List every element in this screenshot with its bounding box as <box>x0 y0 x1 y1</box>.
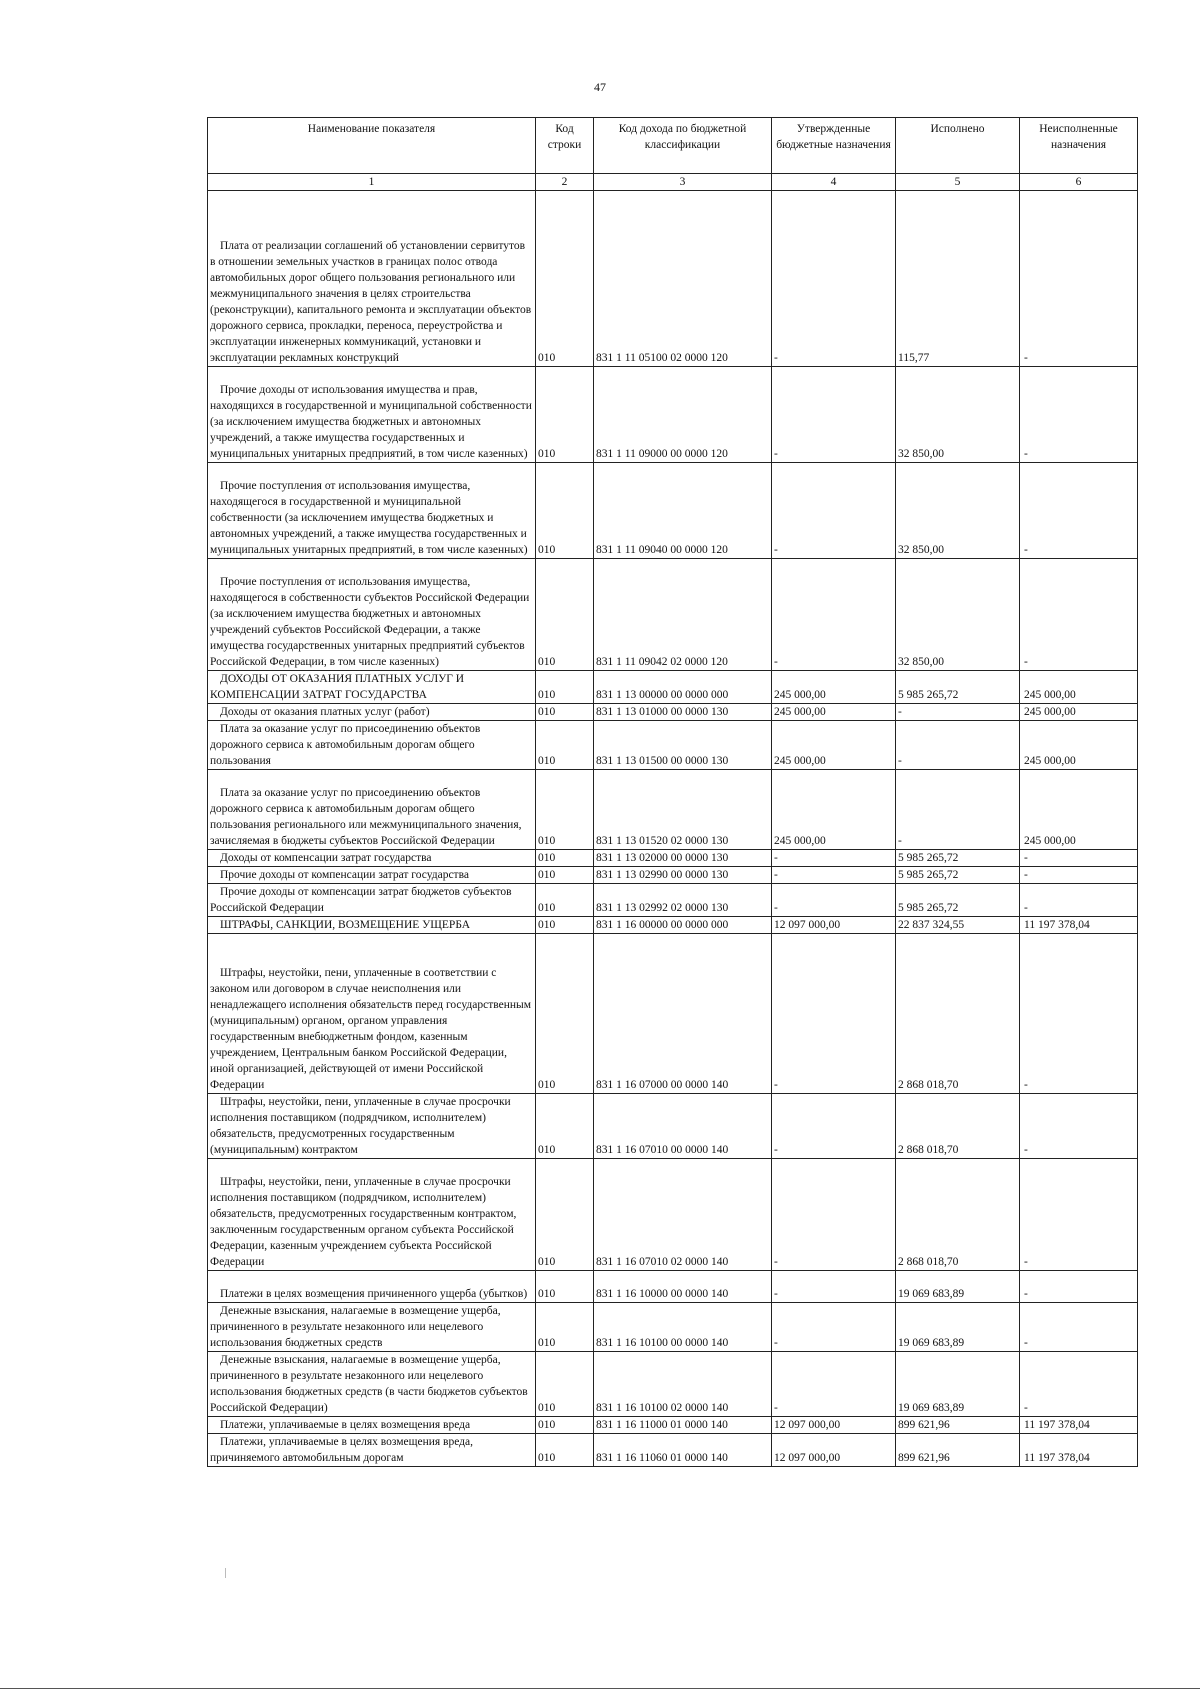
row-approved: 245 000,00 <box>772 770 896 850</box>
row-name: Плата за оказание услуг по присоединению объектов дорожного сервиса к автомобильным дорогам общего пользования регионального или межмуниципального значения, зачисляемая в бюджеты субъектов Российской Федерации <box>208 770 536 850</box>
column-number: 4 <box>772 174 896 191</box>
table-row <box>208 671 1138 704</box>
table-row <box>208 721 1138 770</box>
row-line-code: 010 <box>536 850 594 867</box>
row-unexecuted: - <box>1020 1352 1138 1417</box>
row-line-code: 010 <box>536 1159 594 1271</box>
row-executed: 19 069 683,89 <box>896 1352 1020 1417</box>
row-unexecuted: 245 000,00 <box>1020 721 1138 770</box>
row-unexecuted: 11 197 378,04 <box>1020 1417 1138 1434</box>
table-row <box>208 463 1138 559</box>
table-row <box>208 1434 1138 1467</box>
table-row <box>208 1159 1138 1271</box>
row-name: Денежные взыскания, налагаемые в возмещение ущерба, причиненного в результате незаконного или нецелевого использования бюджетных средств (в части бюджетов субъектов Российской Федерации) <box>208 1352 536 1417</box>
row-unexecuted: 245 000,00 <box>1020 671 1138 704</box>
table-row <box>208 917 1138 934</box>
row-approved: - <box>772 1271 896 1303</box>
table-row <box>208 850 1138 867</box>
row-budget-code: 831 1 16 10100 02 0000 140 <box>594 1352 772 1417</box>
header-budget-code: Код дохода по бюджетной классификации <box>594 118 772 174</box>
row-executed: 5 985 265,72 <box>896 884 1020 917</box>
row-budget-code: 831 1 11 09042 02 0000 120 <box>594 559 772 671</box>
row-executed: 5 985 265,72 <box>896 867 1020 884</box>
row-approved: - <box>772 934 896 1094</box>
row-line-code: 010 <box>536 917 594 934</box>
row-line-code: 010 <box>536 1352 594 1417</box>
row-name: Плата от реализации соглашений об установлении сервитутов в отношении земельных участков в границах полос отвода автомобильных дорог общего пользования регионального или межмуниципального значения в целях строительства (реконструкции), капитального ремонта и эксплуатации объектов дорожного сервиса, прокладки, переноса, переустройства и эксплуатации инженерных коммуникаций, установки и эксплуатации рекламных конструкций <box>208 191 536 367</box>
table-row <box>208 770 1138 850</box>
row-executed: 32 850,00 <box>896 367 1020 463</box>
row-budget-code: 831 1 13 01500 00 0000 130 <box>594 721 772 770</box>
row-approved: - <box>772 1094 896 1159</box>
row-line-code: 010 <box>536 367 594 463</box>
row-approved: - <box>772 867 896 884</box>
row-name: Денежные взыскания, налагаемые в возмещение ущерба, причиненного в результате незаконного или нецелевого использования бюджетных средств <box>208 1303 536 1352</box>
row-line-code: 010 <box>536 721 594 770</box>
row-unexecuted: 245 000,00 <box>1020 770 1138 850</box>
row-name: Платежи, уплачиваемые в целях возмещения вреда <box>208 1417 536 1434</box>
row-name: Штрафы, неустойки, пени, уплаченные в случае просрочки исполнения поставщиком (подрядчиком, исполнителем) обязательств, предусмотренных государственным (муниципальным) контрактом <box>208 1094 536 1159</box>
row-name: Прочие поступления от использования имущества, находящегося в государственной и муниципальной собственности (за исключением имущества бюджетных и автономных учреждений, а также имущества государственных и муниципальных унитарных предприятий, в том числе казенных) <box>208 463 536 559</box>
row-budget-code: 831 1 13 02992 02 0000 130 <box>594 884 772 917</box>
row-unexecuted: - <box>1020 463 1138 559</box>
row-approved: - <box>772 559 896 671</box>
row-budget-code: 831 1 11 05100 02 0000 120 <box>594 191 772 367</box>
table-row <box>208 559 1138 671</box>
row-line-code: 010 <box>536 867 594 884</box>
row-unexecuted: - <box>1020 1271 1138 1303</box>
row-executed: 5 985 265,72 <box>896 671 1020 704</box>
table-row <box>208 884 1138 917</box>
header-executed: Исполнено <box>896 118 1020 174</box>
row-approved: - <box>772 850 896 867</box>
row-executed: 32 850,00 <box>896 559 1020 671</box>
row-name: Доходы от оказания платных услуг (работ) <box>208 704 536 721</box>
row-unexecuted: - <box>1020 884 1138 917</box>
row-name: Прочие поступления от использования имущества, находящегося в собственности субъектов Российской Федерации (за исключением имущества бюджетных и автономных учреждений субъектов Российской Федерации, а также имущества государственных унитарных предприятий субъектов Российской Федерации, в том числе казенных) <box>208 559 536 671</box>
row-unexecuted: - <box>1020 559 1138 671</box>
row-line-code: 010 <box>536 1434 594 1467</box>
row-line-code: 010 <box>536 463 594 559</box>
column-number: 5 <box>896 174 1020 191</box>
table-row <box>208 191 1138 367</box>
row-executed: 22 837 324,55 <box>896 917 1020 934</box>
row-budget-code: 831 1 16 11060 01 0000 140 <box>594 1434 772 1467</box>
table-row <box>208 1352 1138 1417</box>
row-name: Платежи, уплачиваемые в целях возмещения вреда, причиняемого автомобильным дорогам <box>208 1434 536 1467</box>
page-number: 47 <box>594 80 606 94</box>
column-number: 3 <box>594 174 772 191</box>
table-row <box>208 1303 1138 1352</box>
column-number: 1 <box>208 174 536 191</box>
row-unexecuted: - <box>1020 867 1138 884</box>
row-budget-code: 831 1 13 01000 00 0000 130 <box>594 704 772 721</box>
row-line-code: 010 <box>536 1303 594 1352</box>
row-budget-code: 831 1 16 07010 00 0000 140 <box>594 1094 772 1159</box>
row-approved: - <box>772 1303 896 1352</box>
row-executed: - <box>896 704 1020 721</box>
row-unexecuted: - <box>1020 1094 1138 1159</box>
row-line-code: 010 <box>536 1271 594 1303</box>
row-executed: 115,77 <box>896 191 1020 367</box>
row-line-code: 010 <box>536 884 594 917</box>
row-executed: 2 868 018,70 <box>896 934 1020 1094</box>
row-line-code: 010 <box>536 704 594 721</box>
row-approved: - <box>772 463 896 559</box>
row-unexecuted: 245 000,00 <box>1020 704 1138 721</box>
row-unexecuted: - <box>1020 367 1138 463</box>
row-executed: 19 069 683,89 <box>896 1271 1020 1303</box>
row-unexecuted: - <box>1020 850 1138 867</box>
row-name: Прочие доходы от компенсации затрат государства <box>208 867 536 884</box>
row-approved: 245 000,00 <box>772 721 896 770</box>
row-unexecuted: - <box>1020 1303 1138 1352</box>
row-budget-code: 831 1 16 10000 00 0000 140 <box>594 1271 772 1303</box>
row-executed: 2 868 018,70 <box>896 1094 1020 1159</box>
table-row <box>208 1094 1138 1159</box>
column-number: 6 <box>1020 174 1138 191</box>
row-name: Плата за оказание услуг по присоединению объектов дорожного сервиса к автомобильным дорогам общего пользования <box>208 721 536 770</box>
table-row <box>208 934 1138 1094</box>
row-budget-code: 831 1 11 09000 00 0000 120 <box>594 367 772 463</box>
row-approved: - <box>772 1159 896 1271</box>
row-approved: - <box>772 191 896 367</box>
row-executed: 899 621,96 <box>896 1417 1020 1434</box>
table-body <box>208 191 1138 1467</box>
scan-mark <box>225 1568 226 1578</box>
row-unexecuted: - <box>1020 934 1138 1094</box>
row-line-code: 010 <box>536 1094 594 1159</box>
row-budget-code: 831 1 16 10100 00 0000 140 <box>594 1303 772 1352</box>
row-line-code: 010 <box>536 191 594 367</box>
column-number: 2 <box>536 174 594 191</box>
row-budget-code: 831 1 16 07000 00 0000 140 <box>594 934 772 1094</box>
row-name: Штрафы, неустойки, пени, уплаченные в случае просрочки исполнения поставщиком (подрядчиком, исполнителем) обязательств, предусмотренных государственным контрактом, заключенным государственным органом субъекта Российской Федерации, казенным учреждением субъекта Российской Федерации <box>208 1159 536 1271</box>
page-bottom-rule <box>0 1688 1200 1689</box>
row-budget-code: 831 1 13 00000 00 0000 000 <box>594 671 772 704</box>
table-row <box>208 1271 1138 1303</box>
row-name: Прочие доходы от использования имущества и прав, находящихся в государственной и муниципальной собственности (за исключением имущества бюджетных и автономных учреждений, а также имущества государственных и муниципальных унитарных предприятий, в том числе казенных) <box>208 367 536 463</box>
table-row <box>208 867 1138 884</box>
row-line-code: 010 <box>536 559 594 671</box>
row-executed: 899 621,96 <box>896 1434 1020 1467</box>
table-row <box>208 1417 1138 1434</box>
row-unexecuted: 11 197 378,04 <box>1020 1434 1138 1467</box>
row-approved: 245 000,00 <box>772 704 896 721</box>
row-approved: 12 097 000,00 <box>772 1434 896 1467</box>
row-name: Прочие доходы от компенсации затрат бюджетов субъектов Российской Федерации <box>208 884 536 917</box>
row-unexecuted: 11 197 378,04 <box>1020 917 1138 934</box>
row-name: Платежи в целях возмещения причиненного ущерба (убытков) <box>208 1271 536 1303</box>
row-executed: - <box>896 770 1020 850</box>
row-executed: 32 850,00 <box>896 463 1020 559</box>
row-unexecuted: - <box>1020 191 1138 367</box>
row-approved: - <box>772 884 896 917</box>
row-executed: - <box>896 721 1020 770</box>
row-line-code: 010 <box>536 1417 594 1434</box>
row-name: Штрафы, неустойки, пени, уплаченные в соответствии с законом или договором в случае неисполнения или ненадлежащего исполнения обязательств перед государственным (муниципальным) органом, органом управления государственным внебюджетным фондом, казенным учреждением, Центральным банком Российской Федерации, иной организацией, действующей от имени Российской Федерации <box>208 934 536 1094</box>
row-budget-code: 831 1 16 07010 02 0000 140 <box>594 1159 772 1271</box>
column-number-row <box>208 174 1138 191</box>
header-line-code: Код строки <box>536 118 594 174</box>
row-budget-code: 831 1 13 02000 00 0000 130 <box>594 850 772 867</box>
row-approved: 12 097 000,00 <box>772 917 896 934</box>
row-name: ДОХОДЫ ОТ ОКАЗАНИЯ ПЛАТНЫХ УСЛУГ И КОМПЕНСАЦИИ ЗАТРАТ ГОСУДАРСТВА <box>208 671 536 704</box>
row-budget-code: 831 1 13 01520 02 0000 130 <box>594 770 772 850</box>
row-approved: 12 097 000,00 <box>772 1417 896 1434</box>
row-name: ШТРАФЫ, САНКЦИИ, ВОЗМЕЩЕНИЕ УЩЕРБА <box>208 917 536 934</box>
row-executed: 2 868 018,70 <box>896 1159 1020 1271</box>
row-name: Доходы от компенсации затрат государства <box>208 850 536 867</box>
header-indicator-name: Наименование показателя <box>208 118 536 174</box>
row-budget-code: 831 1 13 02990 00 0000 130 <box>594 867 772 884</box>
row-approved: - <box>772 1352 896 1417</box>
table-header-row <box>208 118 1138 174</box>
row-approved: - <box>772 367 896 463</box>
header-unexecuted: Неисполненные назначения <box>1020 118 1138 174</box>
row-unexecuted: - <box>1020 1159 1138 1271</box>
row-line-code: 010 <box>536 770 594 850</box>
row-budget-code: 831 1 16 00000 00 0000 000 <box>594 917 772 934</box>
table-row <box>208 367 1138 463</box>
header-approved: Утвержденные бюджетные назначения <box>772 118 896 174</box>
row-executed: 5 985 265,72 <box>896 850 1020 867</box>
row-approved: 245 000,00 <box>772 671 896 704</box>
income-report-table <box>207 117 1138 1467</box>
table-row <box>208 704 1138 721</box>
row-budget-code: 831 1 11 09040 00 0000 120 <box>594 463 772 559</box>
row-line-code: 010 <box>536 934 594 1094</box>
row-line-code: 010 <box>536 671 594 704</box>
row-budget-code: 831 1 16 11000 01 0000 140 <box>594 1417 772 1434</box>
row-executed: 19 069 683,89 <box>896 1303 1020 1352</box>
